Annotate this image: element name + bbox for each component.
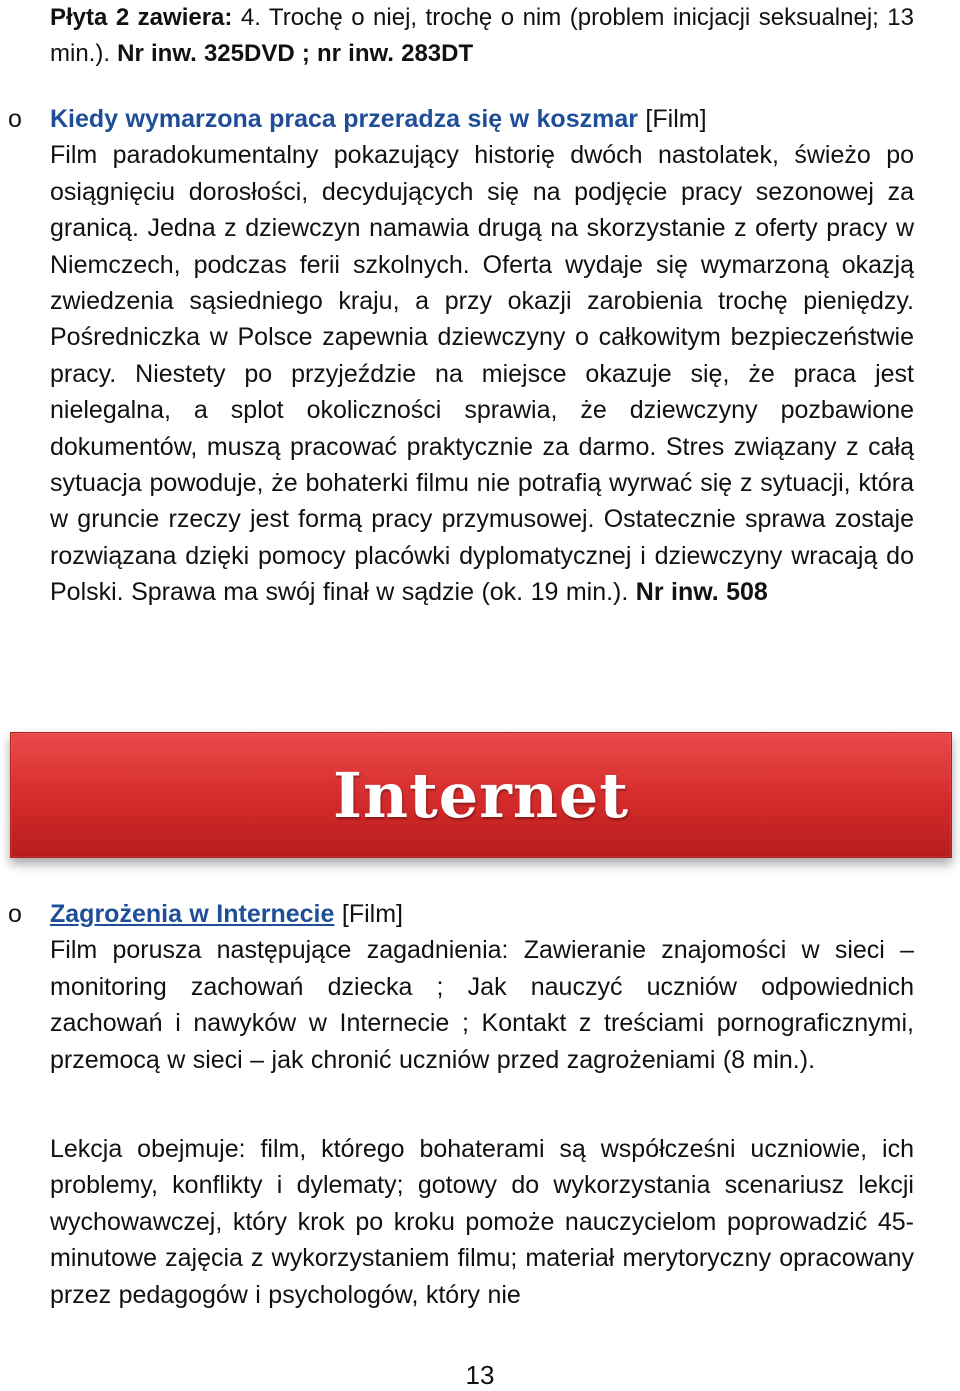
- film-description: Film paradokumentalny pokazujący historię dwóch nastolatek, świeżo po osiągnięciu dorosłości, decydujących się na podjęcie pracy sezonowej za granicą. Jedna z dziewczyn namawia drugą na skorzystanie z oferty pracy w Niemczech, podczas ferii szkolnych. Oferta wydaje się wymarzoną okazją zwiedzenia sąsiedniego kraju, a przy okazji zarobienia trochę pieniędzy. Pośredniczka w Polsce zapewnia dziewczyny o całkowitym bezpieczeństwie pracy. Niestety po przyjeździe na miejsce okazuje się, że praca jest nielegalna, a splot okoliczności sprawia, że dziewczyny pozbawione dokumentów, muszą pracować praktycznie za darmo. Stres związany z całą sytuacja powoduje, że bohaterki filmu nie potrafią wyrwać się z sytuacji, która w gruncie rzeczy jest formą pracy przymusowej. Ostatecznie sprawa zostaje rozwiązana dzięki pomocy placówki dyplomatycznej i dziewczyny wracają do Polski. Sprawa ma swój finał w sądzie (ok. 19 min.).: [50, 141, 914, 607]
- intro-text: 4. Trochę o niej, trochę o nim (problem inicjacji seksualnej; 13 min.).: [50, 4, 914, 67]
- section-title: Internet: [333, 758, 629, 832]
- film-entry: [50, 101, 914, 611]
- film-entry: [50, 896, 914, 1078]
- intro-label: Płyta 2 zawiera:: [50, 4, 233, 31]
- film-tag: [Film]: [334, 900, 403, 928]
- bullet-marker: o: [8, 105, 22, 133]
- film-title-link[interactable]: Zagrożenia w Internecie: [50, 900, 335, 928]
- intro-paragraph: [50, 0, 914, 72]
- film-title[interactable]: Kiedy wymarzona praca przeradza się w koszmar: [50, 105, 638, 133]
- film-inventory: Nr inw. 508: [628, 578, 768, 607]
- page-number: 13: [465, 1360, 495, 1390]
- section-banner: [10, 732, 952, 858]
- bullet-marker: o: [8, 900, 22, 928]
- film-description: Film porusza następujące zagadnienia: Zawieranie znajomości w sieci – monitoring zachowań dziecka ; Jak nauczyć uczniów odpowiednich zachowań i nawyków w Internecie ; Kontakt z treściami pornograficznymi, przemocą w sieci – jak chronić uczniów przed zagrożeniami (8 min.).: [50, 936, 914, 1074]
- lesson-text: Lekcja obejmuje: film, którego bohaterami są współcześni uczniowie, ich problemy, konflikty i dylematy; gotowy do wykorzystania scenariusz lekcji wychowawczej, który krok po kroku pomoże nauczycielom poprowadzić 45-minutowe zajęcia z wykorzystaniem filmu; materiał merytoryczny opracowany przez pedagogów i psychologów, który nie: [50, 1135, 914, 1309]
- intro-inventory: Nr inw. 325DVD ; nr inw. 283DT: [110, 40, 474, 67]
- lesson-paragraph: [50, 1131, 914, 1313]
- film-tag: [Film]: [637, 105, 707, 133]
